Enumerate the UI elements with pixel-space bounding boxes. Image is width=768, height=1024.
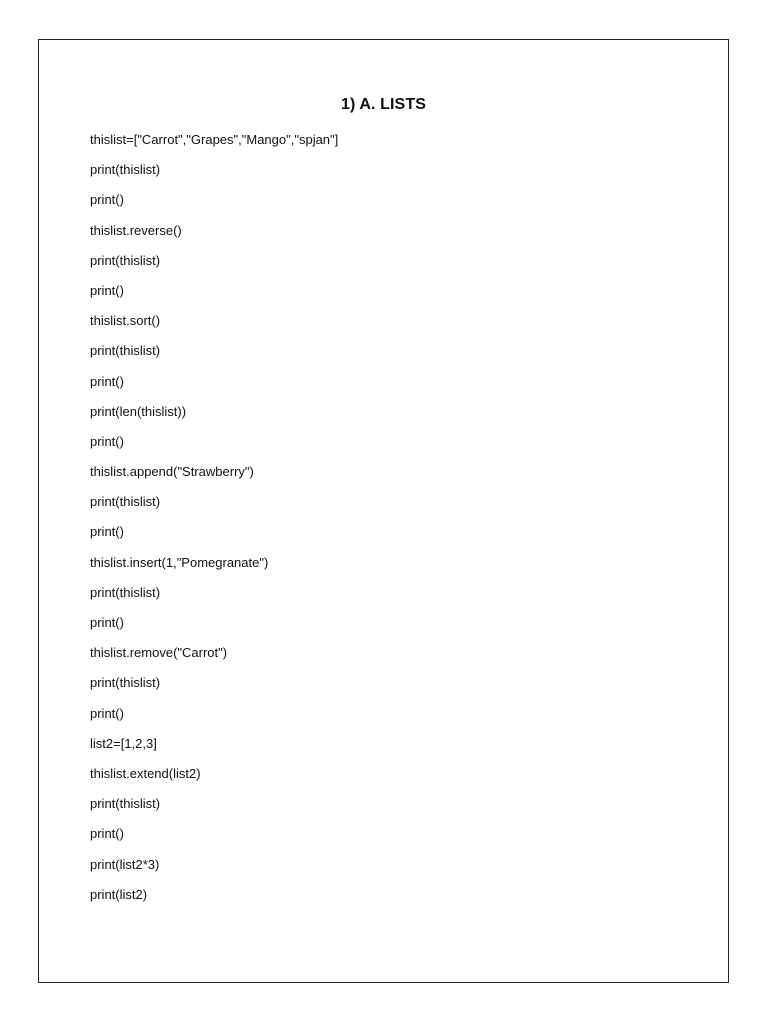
code-line: print(thislist) [90, 343, 161, 359]
code-line: print(thislist) [90, 796, 161, 812]
code-line: print(thislist) [90, 494, 161, 510]
code-line: thislist.extend(list2) [90, 765, 201, 781]
code-line: print(thislist) [90, 584, 161, 600]
code-line: print() [90, 524, 124, 540]
code-line: print(len(thislist)) [90, 403, 187, 419]
code-line: thislist.sort() [90, 313, 161, 329]
code-listing [90, 131, 338, 916]
code-line: print() [90, 615, 124, 630]
code-line: print() [90, 373, 124, 389]
code-line: thislist.insert(1,"Pomegranate") [90, 554, 269, 570]
code-line: print() [90, 826, 124, 842]
code-line: thislist.append("Strawberry") [90, 464, 254, 480]
code-line: print() [90, 282, 124, 298]
code-line: thislist.remove("Carrot") [90, 645, 228, 661]
code-line: print(list2*3) [90, 856, 160, 872]
code-line: print() [90, 705, 124, 721]
code-line: thislist=["Carrot","Grapes","Mango","spjan"] [90, 132, 339, 147]
code-line: print(thislist) [90, 162, 161, 178]
code-line: print() [90, 433, 124, 449]
code-line: print(list2) [90, 886, 148, 902]
code-line: print() [90, 192, 124, 208]
page-title: 1) A. LISTS [341, 96, 426, 113]
code-line: print(thislist) [90, 675, 161, 691]
code-line: print(thislist) [90, 252, 161, 268]
code-line: thislist.reverse() [90, 222, 182, 238]
code-line: list2=[1,2,3] [90, 735, 157, 751]
